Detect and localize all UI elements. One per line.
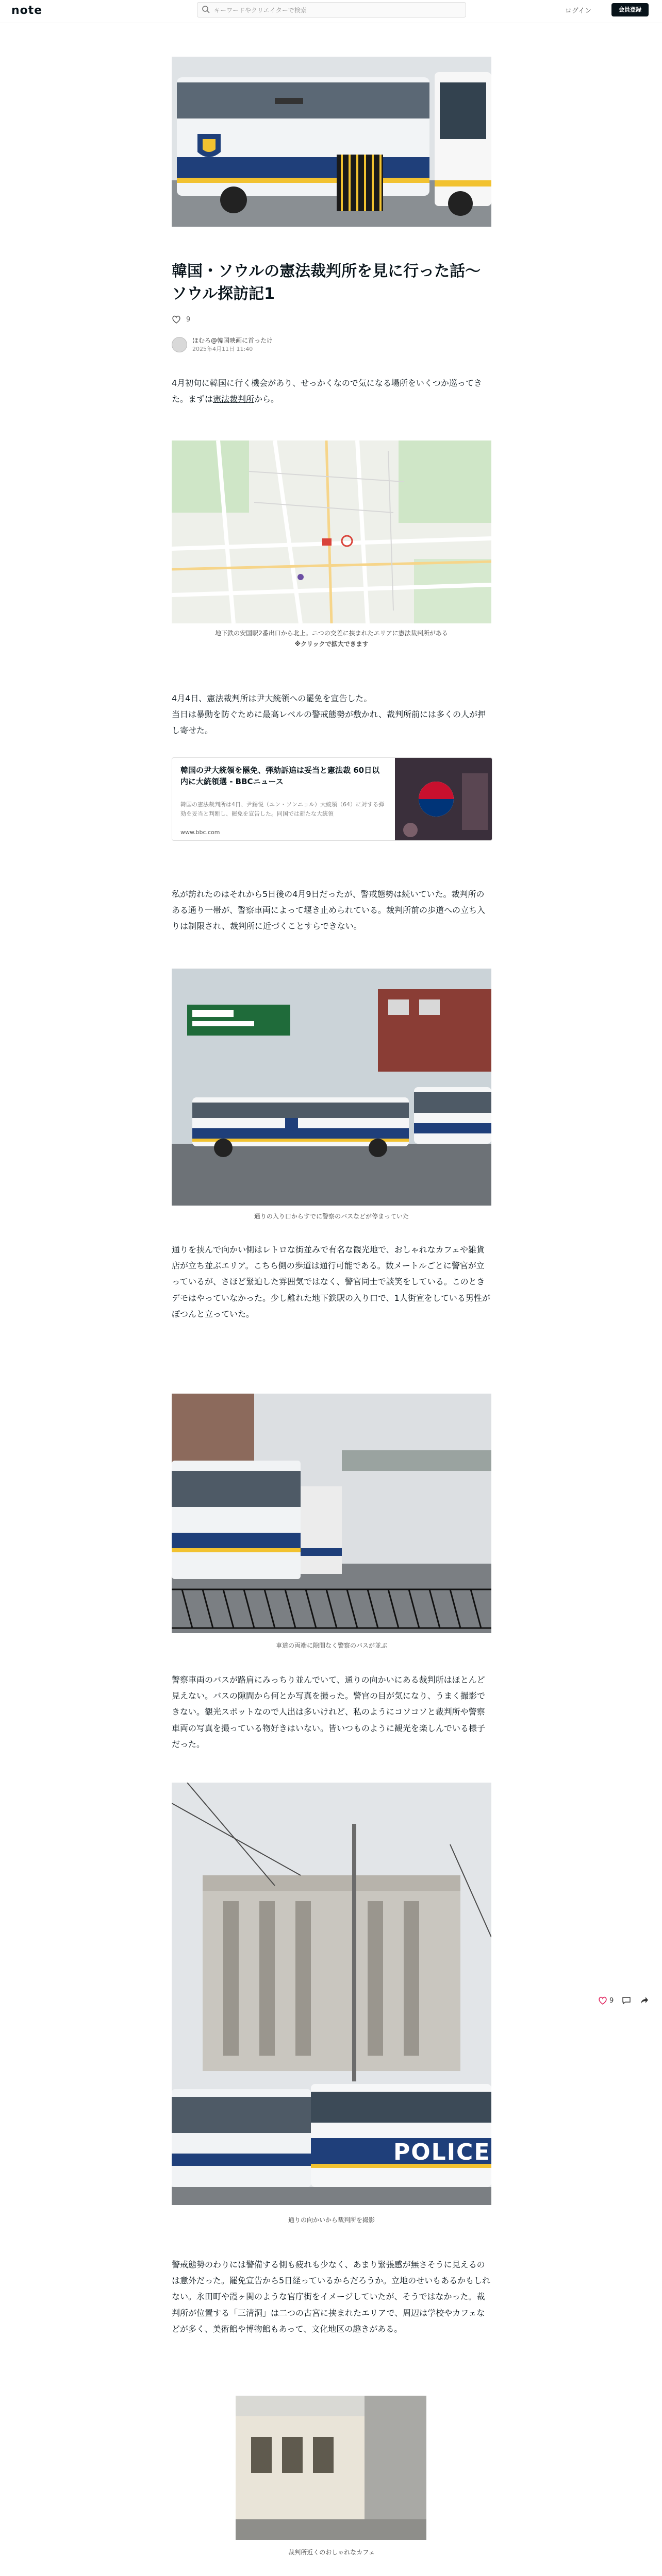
p2: 私が訪れたのはそれから5日後の4月9日だったが、警戒態勢は続いていた。裁判所のある通り一帯が、警察車両によって堰き止められている。裁判所前の歩道への立ち入りは制限され、裁判所に近づくことすらできない。	[172, 889, 486, 931]
p4: 警察車両のバスが路肩にみっちり並んでいて、通りの向かいにある裁判所はほとんど見えない。バスの隙間から何とか写真を撮った。警官の目が気になり、うまく撮影できない。観光スポットなので人出は多いけれど、私のようにコソコソと裁判所や警察車両の写真を撮っている物好きはいない。皆いつものように観光を楽しんでいる様子だった。	[172, 1675, 486, 1749]
police-bus-text: POLICE	[393, 2139, 491, 2165]
p4-wrap	[172, 1672, 491, 1752]
court-link[interactable]: 憲法裁判所	[213, 394, 255, 404]
cap-bus1-wrap	[172, 1212, 491, 1221]
p2-wrap	[172, 886, 491, 935]
bus-photo-1-caption: 通りの入り口からすでに警察のバスなどが停まっていた	[254, 1213, 409, 1220]
comment-icon[interactable]	[622, 1996, 631, 2005]
card-url: www.bbc.com	[180, 829, 220, 836]
p5-wrap	[172, 2257, 491, 2337]
like-row	[172, 315, 190, 324]
map-image[interactable]	[172, 440, 491, 623]
p3: 通りを挟んで向かい側はレトロな街並みで有名な観光地で、おしゃれなカフェや雑貨店が立ち並ぶエリア。こちら側の歩道は通行可能である。数メートルごとに警官が立っているが、さほど緊迫した雰囲気ではなく、警官同士で談笑をしている。このときデモはやっていなかった。少し離れた地下鉄駅の入り口で、1人街宣をしている男性がぽつんと立っていた。	[172, 1245, 490, 1319]
bus-photo-2	[172, 1394, 491, 1633]
login-link[interactable]: ログイン	[565, 7, 592, 15]
avatar[interactable]	[172, 337, 187, 352]
search-icon	[202, 5, 210, 13]
news-embed-card[interactable]	[172, 757, 492, 841]
bus-photo-2-caption: 車道の両端に隙間なく警察のバスが並ぶ	[275, 1642, 387, 1649]
article-title: 韓国・ソウルの憲法裁判所を見に行った話〜ソウル探訪記1	[172, 262, 481, 303]
p1-line2: 当日は暴動を防ぐために最高レベルの警戒態勢が敷かれ、裁判所前には多くの人が押し寄せた。	[172, 709, 486, 736]
floating-actions	[598, 1996, 649, 2005]
map-caption-wrap	[172, 629, 491, 648]
site-header	[0, 0, 662, 23]
map-caption-note: ※クリックで拡大できます	[294, 640, 369, 648]
map-caption: 地下鉄の安国駅2番出口から北上。ニつの交差に挟まれたエリアに憲法裁判所がある	[215, 630, 448, 637]
like-count: 9	[186, 315, 191, 324]
search-placeholder: キーワードやクリエイターで検索	[214, 7, 307, 14]
p1-wrap	[172, 690, 491, 739]
share-icon[interactable]	[639, 1996, 649, 2005]
p3-wrap	[172, 1242, 491, 1322]
cap-court-wrap	[172, 2215, 491, 2224]
signup-button[interactable]: 会員登録	[611, 3, 649, 16]
cafe-photo-caption: 裁判所近くのおしゃれなカフェ	[288, 2549, 375, 2556]
heart-icon[interactable]	[172, 315, 181, 324]
hero-image	[172, 57, 491, 227]
p5: 警戒態勢のわりには警備する側も疲れも少なく、あまり緊張感が無さそうに見えるのは意外だった。罷免宣告から5日経っているからだろうか。立地のせいもあるかもしれない。永田町や霞ヶ関のような官庁街をイメージしていたが、そうではなかった。裁判所が位置する「三清洞」は二つの古宮に挟まれたエリアで、周辺は学校やカフェなどが多く、美術館や博物館もあって、文化地区の趣きがある。	[172, 2260, 491, 2334]
card-title[interactable]: 韓国の尹大統領を罷免、弾劾訴追は妥当と憲法裁 60日以内に大統領選 - BBCニュース	[180, 766, 380, 786]
cafe-photo	[236, 2396, 426, 2540]
search-box[interactable]	[197, 2, 466, 18]
heart-icon[interactable]	[598, 1996, 607, 2005]
intro-paragraph-wrap	[172, 375, 491, 407]
cap-cafe-wrap	[172, 2548, 491, 2556]
publish-date: 2025年4月11日 11:40	[192, 346, 253, 352]
card-thumbnail[interactable]	[395, 758, 492, 840]
note-logo[interactable]: note	[11, 4, 43, 17]
intro-paragraph: 4月初旬に韓国に行く機会があり、せっかくなので気になる場所をいくつか巡ってきた。まずは憲法裁判所から。	[172, 378, 482, 404]
court-photo-caption: 通りの向かいから裁判所を撮影	[288, 2216, 375, 2224]
side-like-count: 9	[609, 1996, 614, 2005]
p1-line1: 4月4日、憲法裁判所は尹大統領への罷免を宣告した。	[172, 693, 372, 703]
author-name[interactable]: ほむろ@韓国映画に首ったけ	[192, 337, 273, 344]
bus-photo-1	[172, 969, 491, 1206]
card-description: 韓国の憲法裁判所は4日、尹錫悦（ユン・ソンニョル）大統領（64）に対する弾劾を妥当と判断し、罷免を宣告した。同国では新たな大統領	[180, 801, 384, 817]
article-title-wrap	[172, 260, 491, 305]
cap-bus2-wrap	[172, 1641, 491, 1650]
author-block[interactable]	[172, 336, 273, 353]
